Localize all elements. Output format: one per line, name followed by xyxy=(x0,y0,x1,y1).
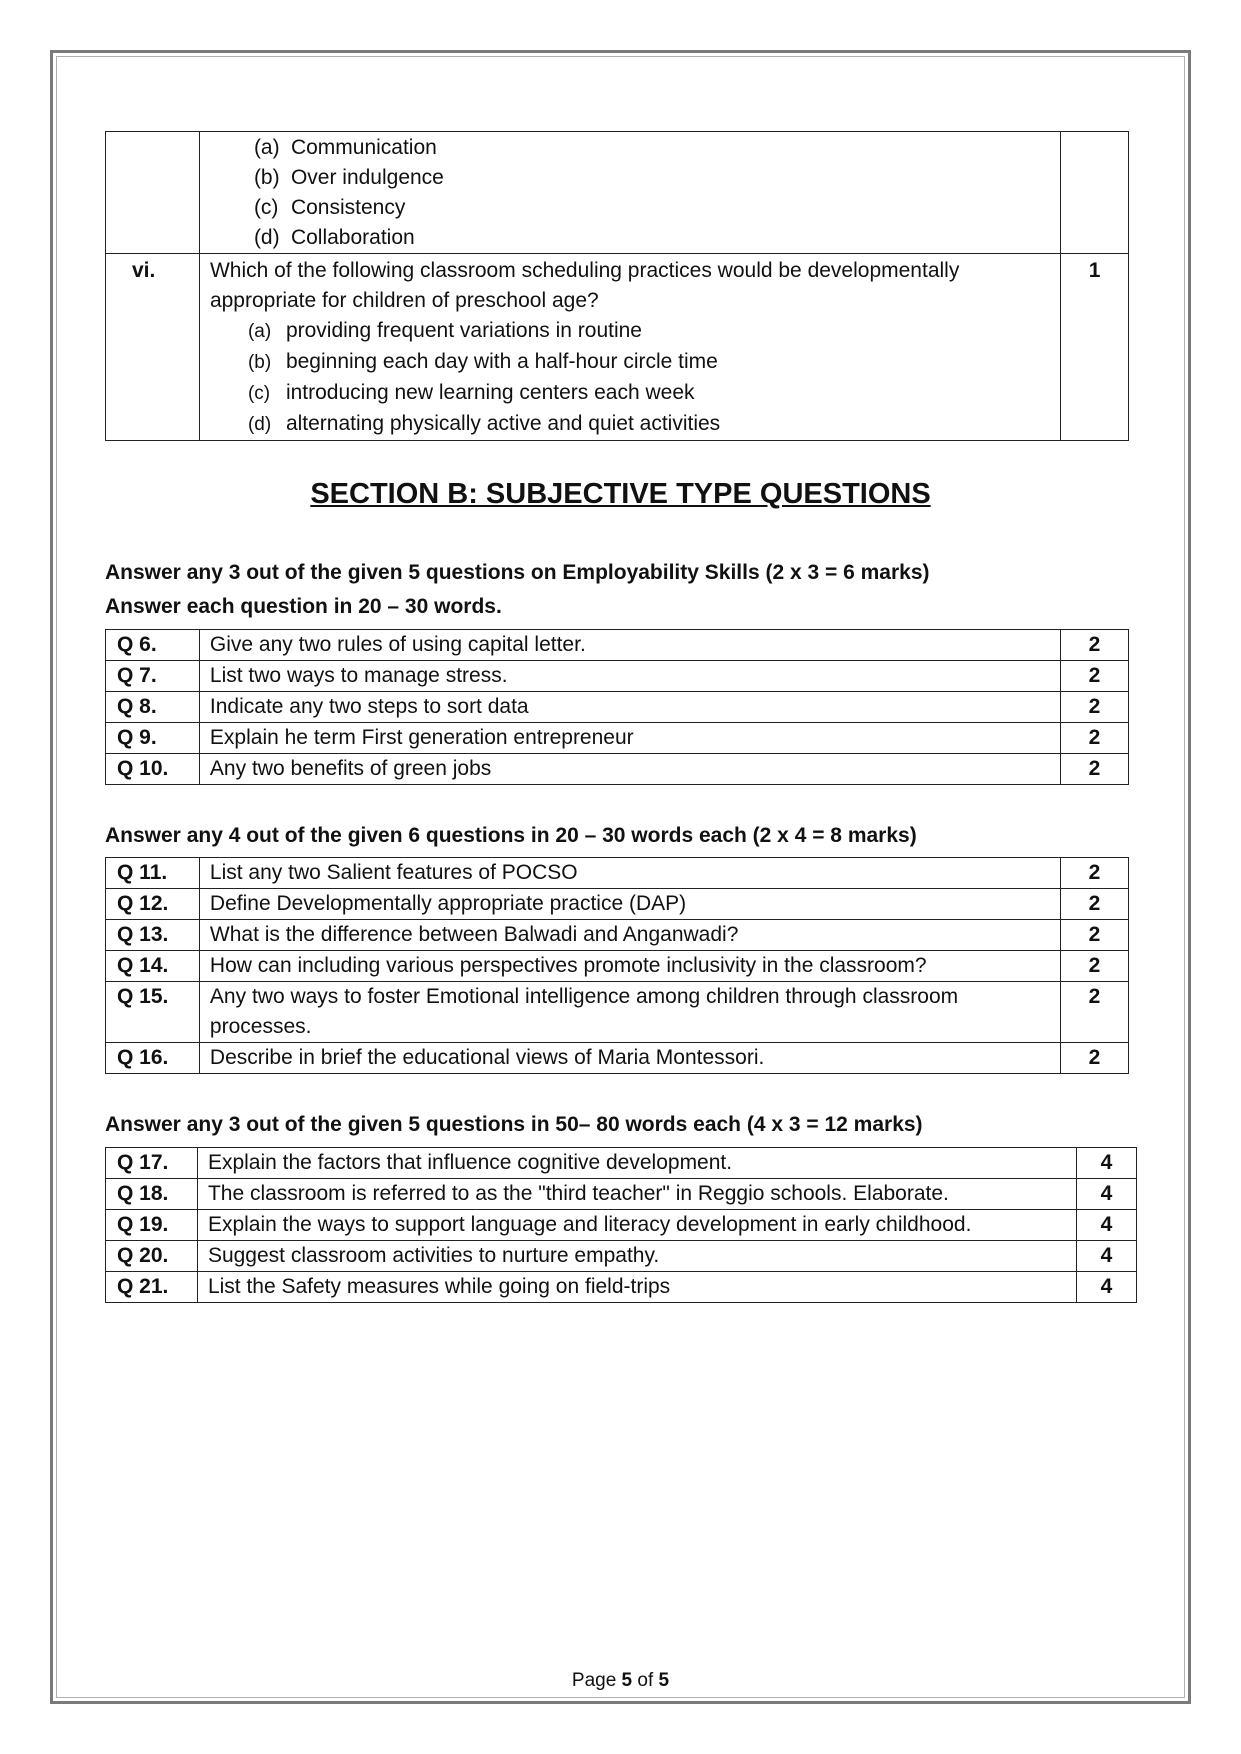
question-number: Q 19. xyxy=(106,1210,198,1241)
question-text: What is the difference between Balwadi and Anganwadi? xyxy=(199,920,1060,951)
question-text: Any two benefits of green jobs xyxy=(199,754,1060,785)
table-row xyxy=(106,951,1129,982)
question-number: Q 17. xyxy=(106,1148,198,1179)
question-number: Q 18. xyxy=(106,1179,198,1210)
question-marks: 4 xyxy=(1077,1241,1137,1272)
question-number: Q 15. xyxy=(106,982,200,1043)
table-row xyxy=(106,1179,1137,1210)
question-cell xyxy=(199,254,1060,441)
options-cell xyxy=(199,132,1060,254)
mcq-table xyxy=(105,131,1129,441)
question-number: Q 10. xyxy=(106,754,200,785)
question-marks: 2 xyxy=(1061,754,1129,785)
short-answer-table xyxy=(105,857,1129,1074)
table-row xyxy=(106,982,1129,1043)
table-row xyxy=(106,858,1129,889)
question-marks: 2 xyxy=(1061,889,1129,920)
group1-instruction: Answer any 3 out of the given 5 questions on Employability Skills (2 x 3 = 6 marks) xyxy=(105,561,930,584)
table-row xyxy=(106,889,1129,920)
question-text: Explain the factors that influence cognitive development. xyxy=(197,1148,1076,1179)
question-marks: 4 xyxy=(1077,1179,1137,1210)
marks-cell xyxy=(1061,132,1129,254)
long-answer-table xyxy=(105,1147,1137,1303)
question-marks: 2 xyxy=(1061,1043,1129,1074)
group1-word-limit: Answer each question in 20 – 30 words. xyxy=(105,595,502,618)
table-row xyxy=(106,920,1129,951)
question-text: The classroom is referred to as the "third teacher" in Reggio schools. Elaborate. xyxy=(197,1179,1076,1210)
question-number: Q 7. xyxy=(106,661,200,692)
option-d: (d) Collaboration xyxy=(253,226,415,249)
question-text: Define Developmentally appropriate practice (DAP) xyxy=(199,889,1060,920)
question-text: Explain he term First generation entrepreneur xyxy=(199,723,1060,754)
options-list xyxy=(210,133,1052,253)
options-list xyxy=(210,316,1052,440)
table-row xyxy=(106,1210,1137,1241)
table-row xyxy=(106,1241,1137,1272)
question-marks: 2 xyxy=(1061,982,1129,1043)
group3-instruction: Answer any 3 out of the given 5 questions in 50– 80 words each (4 x 3 = 12 marks) xyxy=(105,1113,923,1136)
total-pages: 5 xyxy=(658,1670,670,1691)
table-row xyxy=(106,1043,1129,1074)
option-b: (b) beginning each day with a half-hour circle time xyxy=(247,350,718,373)
question-number: Q 14. xyxy=(106,951,200,982)
question-marks: 4 xyxy=(1077,1272,1137,1303)
page-footer: Page 5 of 5 xyxy=(571,1670,670,1691)
current-page: 5 xyxy=(621,1670,633,1691)
question-marks: 2 xyxy=(1061,661,1129,692)
table-row xyxy=(106,254,1129,441)
table-row xyxy=(106,1148,1137,1179)
table-row xyxy=(106,692,1129,723)
question-marks: 2 xyxy=(1061,723,1129,754)
question-number-cell xyxy=(106,132,200,254)
question-marks: 2 xyxy=(1061,630,1129,661)
question-text: Which of the following classroom scheduling practices would be developmentally appropriate for children of preschool age? xyxy=(209,259,960,312)
option-c: (c) introducing new learning centers each week xyxy=(247,381,695,404)
question-number: Q 9. xyxy=(106,723,200,754)
section-title: SECTION B: SUBJECTIVE TYPE QUESTIONS xyxy=(310,478,931,510)
table-row xyxy=(106,661,1129,692)
question-number: Q 20. xyxy=(106,1241,198,1272)
question-marks: 2 xyxy=(1061,692,1129,723)
question-number: Q 21. xyxy=(106,1272,198,1303)
question-text: List any two Salient features of POCSO xyxy=(199,858,1060,889)
question-text: How can including various perspectives promote inclusivity in the classroom? xyxy=(199,951,1060,982)
question-number: vi. xyxy=(106,254,200,441)
question-number: Q 16. xyxy=(106,1043,200,1074)
question-text: Suggest classroom activities to nurture empathy. xyxy=(197,1241,1076,1272)
question-text: Give any two rules of using capital letter. xyxy=(199,630,1060,661)
question-marks: 4 xyxy=(1077,1148,1137,1179)
question-number: Q 13. xyxy=(106,920,200,951)
question-text: Any two ways to foster Emotional intelligence among children through classroom processes. xyxy=(199,982,1060,1043)
question-marks: 2 xyxy=(1061,951,1129,982)
table-row xyxy=(106,754,1129,785)
option-b: (b) Over indulgence xyxy=(253,166,444,189)
table-row xyxy=(106,132,1129,254)
question-text: Indicate any two steps to sort data xyxy=(199,692,1060,723)
question-marks: 1 xyxy=(1061,254,1129,441)
option-a: (a) Communication xyxy=(253,136,437,159)
option-c: (c) Consistency xyxy=(253,196,406,219)
question-number: Q 8. xyxy=(106,692,200,723)
question-text: Describe in brief the educational views of Maria Montessori. xyxy=(199,1043,1060,1074)
question-marks: 2 xyxy=(1061,920,1129,951)
table-row xyxy=(106,723,1129,754)
question-marks: 4 xyxy=(1077,1210,1137,1241)
question-text: List the Safety measures while going on field-trips xyxy=(197,1272,1076,1303)
option-d: (d) alternating physically active and quiet activities xyxy=(247,412,721,435)
question-number: Q 12. xyxy=(106,889,200,920)
question-number: Q 6. xyxy=(106,630,200,661)
option-a: (a) providing frequent variations in routine xyxy=(247,319,642,342)
table-row xyxy=(106,630,1129,661)
question-marks: 2 xyxy=(1061,858,1129,889)
table-row xyxy=(106,1272,1137,1303)
question-text: Explain the ways to support language and literacy development in early childhood. xyxy=(197,1210,1076,1241)
group2-instruction: Answer any 4 out of the given 6 questions in 20 – 30 words each (2 x 4 = 8 marks) xyxy=(105,824,917,847)
question-number: Q 11. xyxy=(106,858,200,889)
question-text: List two ways to manage stress. xyxy=(199,661,1060,692)
employability-questions-table xyxy=(105,629,1129,785)
